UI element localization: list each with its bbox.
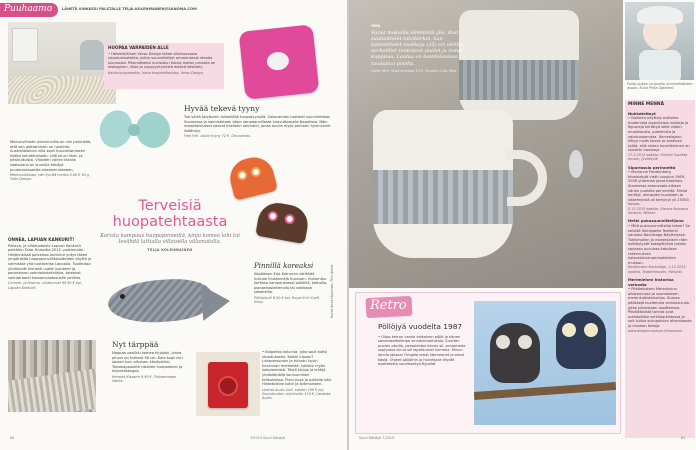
blanket-fold bbox=[8, 367, 96, 412]
mint-bow-photo bbox=[96, 104, 176, 162]
onnea-caption: Coronel- ja Hoarna -villahuovat 99,90 € kpl, Lapuan Kankurit. bbox=[8, 281, 83, 290]
quote-label: OMA bbox=[371, 24, 381, 28]
author: TELJA KOLEHMAINEN bbox=[147, 247, 193, 252]
quote-caption: Cable Mini, hinta kuvassa 15 €, Sinokko Ciliis Tolle. bbox=[371, 68, 458, 73]
tyyny-caption: Feel Felt -istuin tyyny 72 €, Decorando. bbox=[184, 134, 251, 139]
huopaa-box bbox=[104, 43, 224, 89]
minne-item-text: • Mitä pukusuunnittelija tekee? Se selviää Seinäjoella Teatterin varastoi Backstage-Näyttelyssä. Tuhkimolien ja monenlaisen rätin esittäytyvät kokopäivänä jostain sarjassa puvuissa katolisen rakennuksen katsastuksenperiaatteiden mukaan. bbox=[628, 224, 690, 265]
mug-back-cozy bbox=[459, 60, 579, 100]
rug-room-photo bbox=[8, 22, 116, 104]
owl-right-eye-2 bbox=[584, 323, 598, 337]
owl-pin-brown bbox=[255, 200, 310, 244]
owl-pin-orange bbox=[226, 153, 278, 201]
minne-item-caption: Kesämuseo Backstage, 1.12.2015 saakka, Teatterimuseo, Helsinki. bbox=[628, 265, 686, 274]
owl-left-eye-2 bbox=[518, 335, 532, 349]
rug-shape bbox=[8, 76, 116, 104]
pullip-caption: Pullip-nukke on puettu lumimetsäisten asuun. Kuva Pirita Ojasiemi. bbox=[627, 82, 693, 91]
retro-section bbox=[355, 292, 621, 434]
retro-badge: Retro bbox=[370, 298, 407, 313]
mintunvihrea-caption: Merinovillatops, väri kynttä mintra 5,80 € 50 g, Taito Design. bbox=[10, 173, 91, 182]
onnea-text: Pellava- ja villatuotoisia Lapuan Kankurit palkittiin Taito-Finlandia 2015 -palkinnolla. Heljänneissä polveissa toiminut yritys täkee ympäristöä huopapuuvilliktuotteiden käyttö ja valmistaa yhä tuotteensa Lapualla. Tuotteissa yhdistyvät hienosti uudet luonteen ja perinteinen valmistustekniikka, toteavat valintaraanti kassainvaatosuolle perilles. bbox=[8, 243, 92, 280]
pinnilla-title: Pinnillä koreaksi bbox=[254, 262, 314, 270]
owl-eye-right-2 bbox=[284, 213, 296, 225]
section-header bbox=[0, 0, 347, 22]
main-headline: Terveisiä huopatehtaasta bbox=[112, 198, 228, 230]
owl-eye-right bbox=[250, 166, 262, 178]
left-folio-num: 80 bbox=[10, 436, 15, 440]
quote-box bbox=[371, 24, 471, 73]
owl-left-eye-1 bbox=[496, 335, 510, 349]
red-speaker bbox=[208, 362, 248, 408]
kalpea-text: • Kalpeitko kaluinta, joka sopii kotisi sisustukseen. Kaikki luovan? Lukapersonain ja tutustu hyvin kuvannan merkeistä, valikiisi myös kotipleimistä. Tästä kirjoja ja lehtijä yhdistämällä kouluuminen tallauksissa. Pieni kuva ja paikalla sitä: Hintakoisine kotin ja kotimaiseen. bbox=[262, 350, 332, 387]
nyt-caption: Hemma Kisaarin 9,90 €, Pinkammaan Valtila. bbox=[112, 374, 177, 384]
right-page bbox=[349, 0, 696, 450]
right-folio-num: 81 bbox=[681, 436, 686, 440]
window-shape bbox=[12, 28, 38, 62]
speaker-photo bbox=[196, 352, 260, 416]
left-page bbox=[0, 0, 347, 450]
minne-title: MINNE MENNÄ bbox=[628, 102, 664, 107]
retro-owls-photo bbox=[474, 301, 616, 425]
quote-text: Varaa mukeille lämmintä ylle. Kun suunnittelet talvikerkoi, kun kämmittelet mukkeja (35) eri värillä, nerkeilllet tuntisteet puolet ja tomat kuppissa. Laulua on luontelaisissa tuunailua pivolla. bbox=[371, 29, 465, 67]
minne-item-title: Sipariassia perinnettä bbox=[628, 164, 676, 170]
minne-item-title: Nukketeltoyt bbox=[628, 110, 656, 116]
fish-tail bbox=[201, 283, 231, 321]
huopaa-text: • Helsinkiläinen Verso Design tekee villahuovasta sisustustuotteita, joihin suunnittelijat ammentavat ideoita luonnosta. Pitsimäiseksi kuvioidun Kaisla-maton pinnalla on ekologinen, likaa ja nyppyyntymistä estävä käsittely. bbox=[108, 51, 216, 70]
blanket-photo bbox=[8, 340, 96, 412]
minne-item-title: Merimiehen historiaa verkosta bbox=[628, 277, 674, 287]
section-title: Puuhaamo bbox=[4, 4, 53, 14]
pink-pillow-photo bbox=[239, 24, 320, 99]
header-line: LÄHETÄ VINKKESI PALSTALLE TELJA.KOLEHMAINEN@SANOMA.COM bbox=[62, 7, 197, 11]
doll-body bbox=[639, 50, 681, 80]
minne-item bbox=[628, 166, 692, 216]
pinnilla-text: Söpöiksen Erja Kotrunen värikkää hullulla hiuspinnejä huovuen. Hullumiko kortissa kampauksessi pöllöillä, kettuilla, pianonkoskettimilla tai vaikkapa sekabeilla. bbox=[254, 272, 328, 295]
speaker-cone bbox=[218, 376, 238, 396]
kalpea-caption: Upstad Audio Unit -kaiutin 199 € kpl, Soundsmiten ohjelmoitu 119 €, Upstead Audio. bbox=[262, 387, 331, 401]
mintunvihrea-text: Mintunvihreän menninvillia on niin pehmeää, että sen olettaminen on nautinto. Australialainen villa sopii huovuttamiseen lisäksi kehräämiseen, sillä se on lihat- ja pitsikuituista. Villaiden värien listalla saatavana on kuunilla käsityö puutarnoissaetta aireeamulakseen. bbox=[10, 140, 92, 172]
mug-handle bbox=[507, 150, 547, 206]
pinnilla-caption: Pöllöpinnit 6,50 € kpl, Royal 8'ch Craft Shop. bbox=[254, 295, 319, 305]
tyyny-text: Tuo värtä talvikoriin lohkeilällä huopatyynyllä. Oskarandon tuotteet suunnitellaan Suomessa ja valmistetaan käsin lampaanvillasta huovuttamalla Nepalissa. Näin nepalilaisnaiset saavat itselleen ammatin, jonka avulla myös perheen hyvinvointi lisääntyy. bbox=[184, 115, 331, 133]
minne-item bbox=[628, 219, 692, 274]
owl-eye-left-2 bbox=[267, 210, 279, 222]
main-subhead: Korista kampaus huopapinneillä, kinjo komea lohi tai levähdä lattialla villaisella villamatolla. bbox=[100, 233, 240, 246]
pillow-hole bbox=[266, 51, 290, 71]
mug-front-cozy bbox=[373, 170, 513, 224]
right-folio-text: Suuri Käsityö 7/2015 bbox=[359, 436, 395, 440]
doll-hat bbox=[637, 6, 683, 24]
left-folio-text: 7/2015 Suuri Käsityö bbox=[250, 436, 286, 440]
branch bbox=[474, 382, 616, 400]
kalpea-block bbox=[262, 350, 332, 401]
nyt-text: Nappaa vaalikki komea kirjolohi, jonka pituus on huikeat 36 cm. Kala sopii niin lapsen kuin aikuisen käsitystiksi. Taivakappaleitä risteilee huopalohen ja kirjontakangas. bbox=[112, 351, 183, 374]
minne-item-caption: 5.12.2015 saakka, Hienoa Nouseva Helsinki, Mikkeli. bbox=[628, 206, 689, 216]
retro-text-block bbox=[378, 323, 466, 367]
tyyny-title: Hyvää tekevä tyyny bbox=[184, 104, 260, 113]
vertical-credit: Kuvat Anna Huovinen, Pilvi Antila bbox=[330, 264, 334, 318]
fish-body bbox=[107, 276, 214, 325]
owl-left bbox=[490, 323, 540, 383]
huopaa-caption: Kaisla-huopamatto, hinta tiedusteltavissa, Verso Design. bbox=[108, 70, 204, 75]
felt-fish-photo bbox=[90, 268, 240, 336]
retro-title: Pöllöjyä vuodelta 1987 bbox=[378, 322, 463, 331]
minne-item-text: • Nukkien näyttely esittelee moderneja japanilaisia nukkeja ja figuureja kerättyä sekä niiden muokkausta, pukemista ja valokuvaamista. Harrastajaan liittyy myös kovaa ja vaativaa työtä, sillä niiden kuvaileminen on suosittu hauskoja. bbox=[628, 116, 690, 153]
spoon bbox=[569, 150, 583, 178]
chair-shape bbox=[80, 40, 104, 70]
retro-text: • Olipa kerran varsia valkoinen pöllö ja hänen sanamaattisiimpa vinnankirjoituksia. Suurten puolen okoilla, persoleiden kärsin sil, seluomeita sopivasta sinua sill lapahtumat kummia. Minun lannia jaksaa! Ompele omat kämmenet ja omat käsiä. Ohjeet pöllöihin ja huiveijaan löydät osoitteesta suurikasityo.fi/pollot bbox=[378, 334, 466, 367]
bow-knot bbox=[128, 124, 140, 136]
nyt-title: Nyt tärppää bbox=[112, 340, 159, 349]
onnea-block bbox=[8, 238, 94, 290]
pinnilla-block bbox=[254, 262, 328, 305]
mintunvihrea-block bbox=[10, 140, 92, 182]
minne-item bbox=[628, 112, 692, 162]
pullip-doll-photo bbox=[625, 2, 694, 80]
onnea-title: ONNEA, LAPUAN KANKURIT! bbox=[8, 237, 75, 242]
huopaa-title: HUOPAA VARPAIDEN ALLE bbox=[108, 45, 169, 50]
owl-right bbox=[556, 311, 606, 369]
fish-eye bbox=[120, 294, 125, 299]
owl-eye-left bbox=[236, 169, 248, 181]
minne-item-title: Hetki pukusuunnittelijana bbox=[628, 218, 684, 224]
minne-item-caption: www.designmuseum.fi/museum bbox=[628, 328, 683, 333]
nyt-block bbox=[112, 340, 186, 384]
minne-item-text: • Marianne Ferdamberg tävalhelpät vietti vuosina 1969–2008 yhteensä jossa Kaakkois-Suomessa arosuvaala eläisen värien puolella perinnettä. Minkä kerätyt, aikuspien kuvioiden ja näkemyksiä oli kertynyt yli 25000 kuvaa. bbox=[628, 170, 689, 207]
owl-right-eye-1 bbox=[562, 323, 576, 337]
main-headline-block bbox=[100, 198, 240, 252]
minne-box bbox=[625, 100, 695, 438]
tyyny-block bbox=[184, 104, 334, 139]
minne-item bbox=[628, 278, 692, 333]
minne-item-caption: 17.2.2015 saakka, Hirvitel Ssyntaa museo, Jyväskylä. bbox=[628, 152, 688, 162]
minne-item-text: • Pitkäaikaisen Merenkulun aikataulussa ja suomalaisen merenkulkuhistoriaa. Suoraa pääkkejä kuvitetulla verkkosivulla, jotka julkaistaan osoitteessa. Pitkäikäisistä tarinat ovat mahdollista verkkoarkistossa ja voit tutkia sukupolvien alkamisesta ja museon tietoja. bbox=[628, 287, 692, 328]
